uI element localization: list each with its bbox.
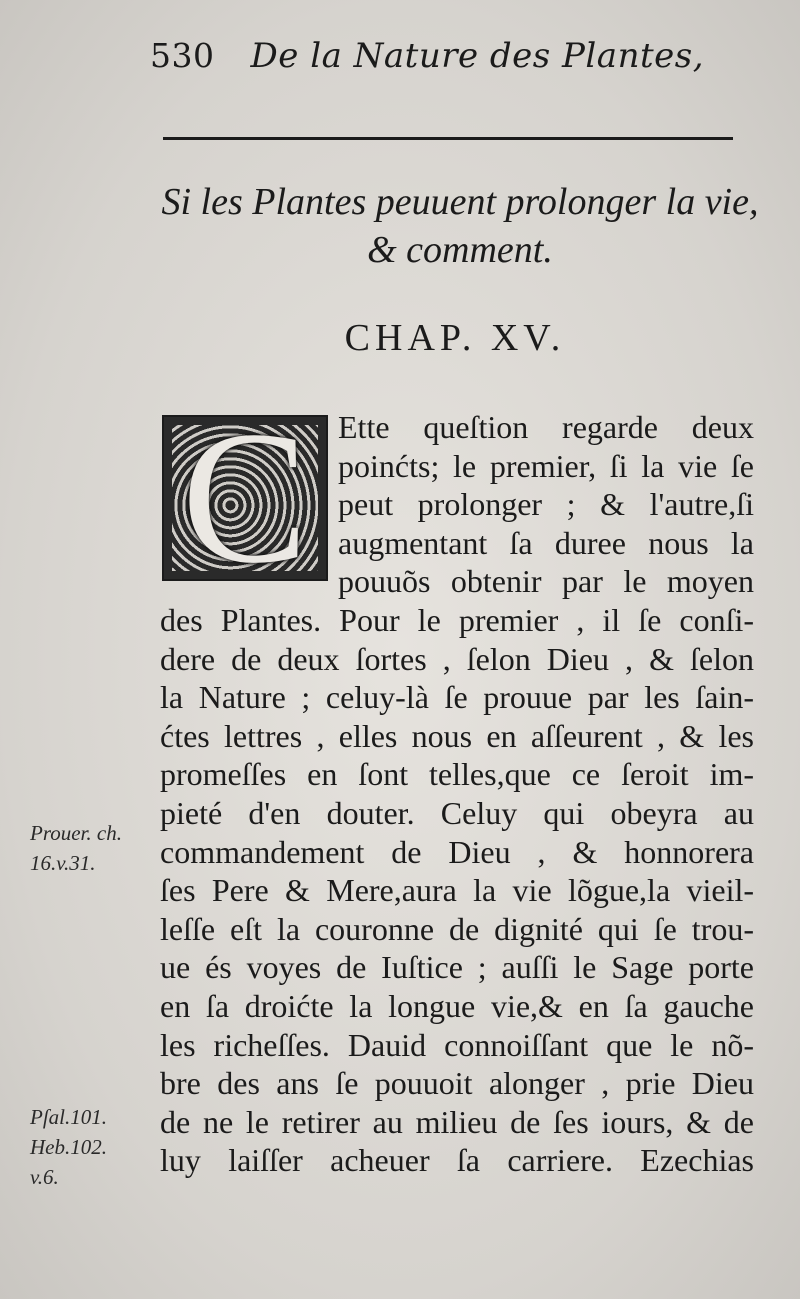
text-line: la Nature ; celuy-là ſe prouue par les ſain- (160, 679, 754, 716)
running-title: De la Nature des Plantes, (250, 36, 705, 76)
chapter-title (160, 178, 760, 274)
page-number: 530 (150, 36, 215, 75)
text-line: ćtes lettres , elles nous en aſſeurent , & les (160, 717, 754, 754)
text-line: Ette queſtion regarde deux (338, 409, 754, 445)
chapter-number: CHAP. XV. (344, 317, 566, 359)
text-line: en ſa droićte la longue vie,& en ſa gauche (160, 987, 754, 1024)
margin-note-proverbs (30, 818, 122, 878)
text-line: augmentant ſa duree nous la (338, 524, 754, 561)
text-line: ue és voyes de Iuſtice ; auſſi le Sage porte (160, 949, 754, 986)
text-line: les richeſſes. Dauid connoiſſant que le nõ- (160, 1026, 754, 1063)
margin-note-line: Heb.102. (30, 1135, 107, 1159)
margin-note-line: 16.v.31. (30, 851, 96, 875)
text-line: leſſe eſt la couronne de dignité qui ſe trou- (160, 910, 754, 947)
text-line: promeſſes en ſont telles,que ce ſeroit im- (160, 756, 754, 793)
margin-note-line: Pſal.101. (30, 1105, 107, 1129)
text-line: commandement de Dieu , & honnorera (160, 833, 754, 870)
margin-note-line: v.6. (30, 1165, 59, 1189)
text-line: peut prolonger ; & l'autre,ſi (338, 486, 754, 523)
text-line: poinćts; le premier, ſi la vie ſe (338, 447, 754, 484)
margin-note-psalms (30, 1102, 107, 1192)
text-line: dere de deux ſortes , ſelon Dieu , & ſelon (160, 640, 754, 677)
chapter-title-line-1: Si les Plantes peuuent prolonger la vie, (161, 181, 759, 223)
text-line: pieté d'en douter. Celuy qui obeyra au (160, 794, 754, 831)
header-rule (163, 137, 733, 142)
text-line: ſes Pere & Mere,aura la vie lõgue,la vieil- (160, 872, 754, 909)
text-line: de ne le retirer au milieu de ſes iours, & de (160, 1103, 754, 1140)
text-line: bre des ans ſe pouuoit alonger , prie Dieu (160, 1065, 754, 1102)
margin-note-line: Prouer. ch. (30, 821, 122, 845)
chapter-title-line-2: & comment. (367, 229, 553, 271)
initial-letter: C (181, 393, 309, 603)
body-text (160, 408, 754, 1180)
running-header (150, 36, 710, 76)
text-line: pouuõs obtenir par le moyen (338, 563, 754, 600)
text-line: des Plantes. Pour le premier , il ſe conſi- (160, 601, 754, 638)
text-line: luy laiſſer acheuer ſa carriere. Ezechias (160, 1142, 754, 1179)
